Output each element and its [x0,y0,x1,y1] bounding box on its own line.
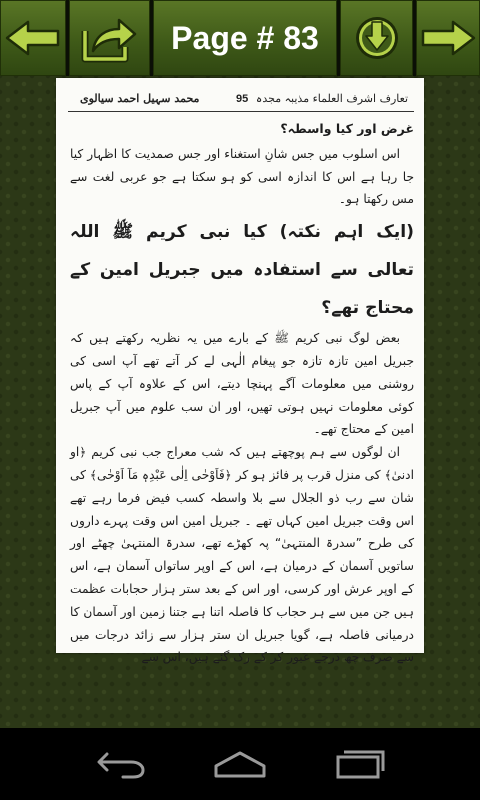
back-nav-icon [93,748,147,780]
download-icon [352,13,402,63]
system-recent-apps-button[interactable] [328,746,392,782]
book-page[interactable] [56,78,424,665]
system-nav-bar [0,728,480,800]
next-page-button[interactable] [416,0,480,76]
paragraph: بعض لوگ نبی کریم ﷺ کے بارے میں یہ نظریہ رکھتے ہیں کہ جبریل امین تازہ تازہ جو پیغام الٰہی لے کر آتے تھے آپ اسی کی روشنی میں معلومات آگے پہنچا دیتے، اس کے علاوہ آپ کے پاس کوئی معلومات نہیں ہوتی تھیں، اور ان سب علوم میں آپ جبریل امین کے محتاج تھے۔ [70,331,414,437]
system-home-button[interactable] [208,746,272,782]
section-heading: (ایک اہم نکتہ) کیا نبی کریم ﷺ اللہ تعالی سے استفادہ میں جبریل امین کے محتاج تھے؟ [70,222,414,319]
previous-page-button[interactable] [0,0,66,76]
page-header [68,89,414,112]
page-number-label: Page # 83 [171,19,319,56]
home-nav-icon [212,748,268,780]
reader-area[interactable] [0,76,480,728]
page-indicator [153,0,337,76]
top-toolbar [0,0,480,76]
header-author: محمد سہیل احمد سیالوی [80,92,200,105]
system-back-button[interactable] [88,746,152,782]
header-page-number: 95 [236,93,249,105]
page-text [70,118,414,665]
share-icon [79,13,141,63]
paragraph: ان لوگوں سے ہم پوچھتے ہیں کہ شب معراج جب نبی کریم ﴿او ادنیٰ﴾ کی منزل قرب پر فائز ہو کر ﴿فَاَوْحٰی اِلٰی عَبْدِہٖ مَآ اَوْحٰی﴾ کی شان سے رب ذو الجلال سے بلا واسطہ کسب فیض فرما رہے تھے اس وقت جبریل امین کہاں تھے ۔ جبریل امین اس وقت پہرے داروں کی طرح ”سدرۃ المنتہیٰ“ پہ کھڑے تھے، سدرۃ المنتہیٰ چھٹے اور ساتویں آسمان کے درمیان ہے، اس کے اوپر ساتواں آسمان ہے، اس کے اوپر عرش اور کرسی، اور اس کے بعد ستر ہزار حجابات عظمت ہیں جن میں سے ہر حجاب کا فاصلہ اتنا ہے جتنا زمین اور آسمان کا درمیانی فاصلہ ہے، گویا جبریل ان ستر ہزار سے زائد درجات میں سے صرف چھ درجے عبور کر کے رک گئے ہیں، اس سے [70,445,414,665]
header-book-title: تعارف اشرف العلماء مذیبہ مجدہ [255,92,408,105]
forward-arrow-icon [419,18,477,58]
question-line: غرض اور کیا واسطہ؟ [280,121,414,136]
paragraph: اس اسلوب میں جس شانِ استغناء اور جس صمدیت کا اظہار کیا جا رہا ہے اس کا اندازہ اسی کو ہو سکتا ہے جو عربی لغت سے مس رکھتا ہو۔ [70,146,414,207]
download-button[interactable] [340,0,413,76]
recent-apps-icon [332,748,388,780]
back-arrow-icon [4,18,62,58]
share-button[interactable] [69,0,150,76]
